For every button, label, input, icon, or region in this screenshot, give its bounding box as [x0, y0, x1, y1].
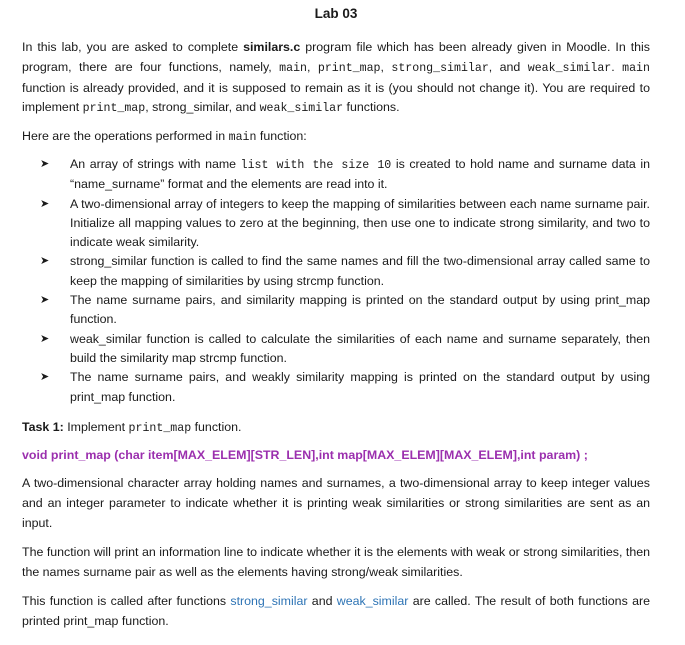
code-print-map: print_map [128, 422, 192, 435]
operation-text: A two-dimensional array of integers to keep the mapping of similarities between each name surname pair. Initialize all mapping values to zero at the beginning, then use one to indicate strong similarity, and two to indicate weak similarity. [70, 196, 650, 250]
operation-text: strong_similar function is called to find the same names and fill the two-dimensional array called same to keep the mapping of similarities by using strcmp function. [70, 254, 650, 288]
arrow-bullet-icon: ➤ [40, 332, 50, 345]
print-paragraph [22, 543, 650, 583]
operation-item [22, 368, 650, 407]
operation-item [22, 252, 650, 291]
code-list-size: list with the size 10 [240, 159, 392, 172]
signature-text: void print_map (char item[MAX_ELEM][STR_LEN],int map[MAX_ELEM][MAX_ELEM],int param) ; [22, 448, 588, 462]
function-signature [22, 446, 650, 466]
intro-text: function is already provided, and it is supposed to remain as it is (you should not change it). You are required to implement [22, 80, 650, 115]
task1-heading [22, 418, 650, 439]
operation-text: The name surname pairs, and similarity mapping is printed on the standard output by using print_map function. [70, 293, 650, 327]
arrow-bullet-icon: ➤ [40, 371, 50, 384]
code-strong-similar: strong_similar [391, 61, 489, 75]
intro-text: program file which has been already given in Moodle. In this program, there are four functions, namely, [22, 40, 650, 74]
code-weak-similar: weak_similar [259, 102, 344, 116]
intro-paragraph [22, 38, 650, 119]
operation-item [22, 330, 650, 369]
description-paragraph [22, 474, 650, 533]
intro-text: , and [228, 100, 260, 115]
intro-text: . [611, 59, 623, 74]
ops-intro-text: Here are the operations performed in [22, 129, 229, 143]
intro-text: In this lab, you are asked to complete [22, 40, 244, 54]
code-print-map: print_map [317, 61, 381, 75]
code-main: main [622, 61, 650, 75]
operation-text: weak_similar function is called to calculate the similarities of each name and surname separately, then build the similarity map strcmp function. [70, 331, 650, 365]
task1-label: Task 1: [22, 420, 64, 434]
called-text: This function is called after functions [22, 594, 231, 608]
ops-intro-text: function: [256, 129, 307, 143]
operations-intro [22, 127, 650, 148]
called-paragraph [22, 592, 650, 632]
intro-text: , and [488, 59, 528, 74]
task1-text: Implement [63, 420, 129, 434]
operation-item [22, 195, 650, 253]
operation-text: An array of strings with name [70, 157, 241, 171]
code-print-map: print_map [82, 102, 146, 116]
operations-list [22, 155, 650, 407]
operation-text: The name surname pairs, and weakly similarity mapping is printed on the standard output by using print_map function. [70, 370, 650, 404]
called-text: are called. The result of both functions are printed print_map function. [22, 594, 650, 628]
arrow-bullet-icon: ➤ [40, 158, 50, 170]
operation-text: is created to hold name and surname data in “name_surname” format and the elements are read into it. [70, 157, 651, 192]
arrow-bullet-icon: ➤ [40, 255, 50, 268]
called-text: and [307, 594, 337, 608]
page-title: Lab 03 [314, 6, 358, 21]
intro-text: functions. [343, 100, 400, 115]
intro-text: , [307, 59, 318, 74]
print-text: The function will print an information line to indicate whether it is the elements with weak or strong similarities, then the names surname pair as well as the elements having strong/weak similarities. [22, 545, 650, 579]
arrow-bullet-icon: ➤ [40, 197, 50, 210]
arrow-bullet-icon: ➤ [40, 294, 50, 307]
code-weak-similar: weak_similar [527, 61, 612, 75]
code-main: main [228, 131, 257, 144]
code-main: main [279, 61, 307, 75]
description-text: A two-dimensional character array holding names and surnames, a two-dimensional array to keep integer values and an integer parameter to indicate whether it is printing weak similarities or strong similarities are sent as an input. [22, 476, 650, 530]
file-name: similars.c [243, 40, 301, 54]
intro-text: , [380, 59, 392, 74]
intro-text: , [145, 100, 153, 115]
weak-similar-link[interactable]: weak_similar [336, 594, 409, 608]
task1-text: function. [191, 420, 242, 434]
strong-similar-link[interactable]: strong_similar [230, 594, 308, 608]
operation-item [22, 155, 650, 195]
operation-item [22, 291, 650, 330]
strong-similar-name: strong_similar [152, 100, 229, 115]
